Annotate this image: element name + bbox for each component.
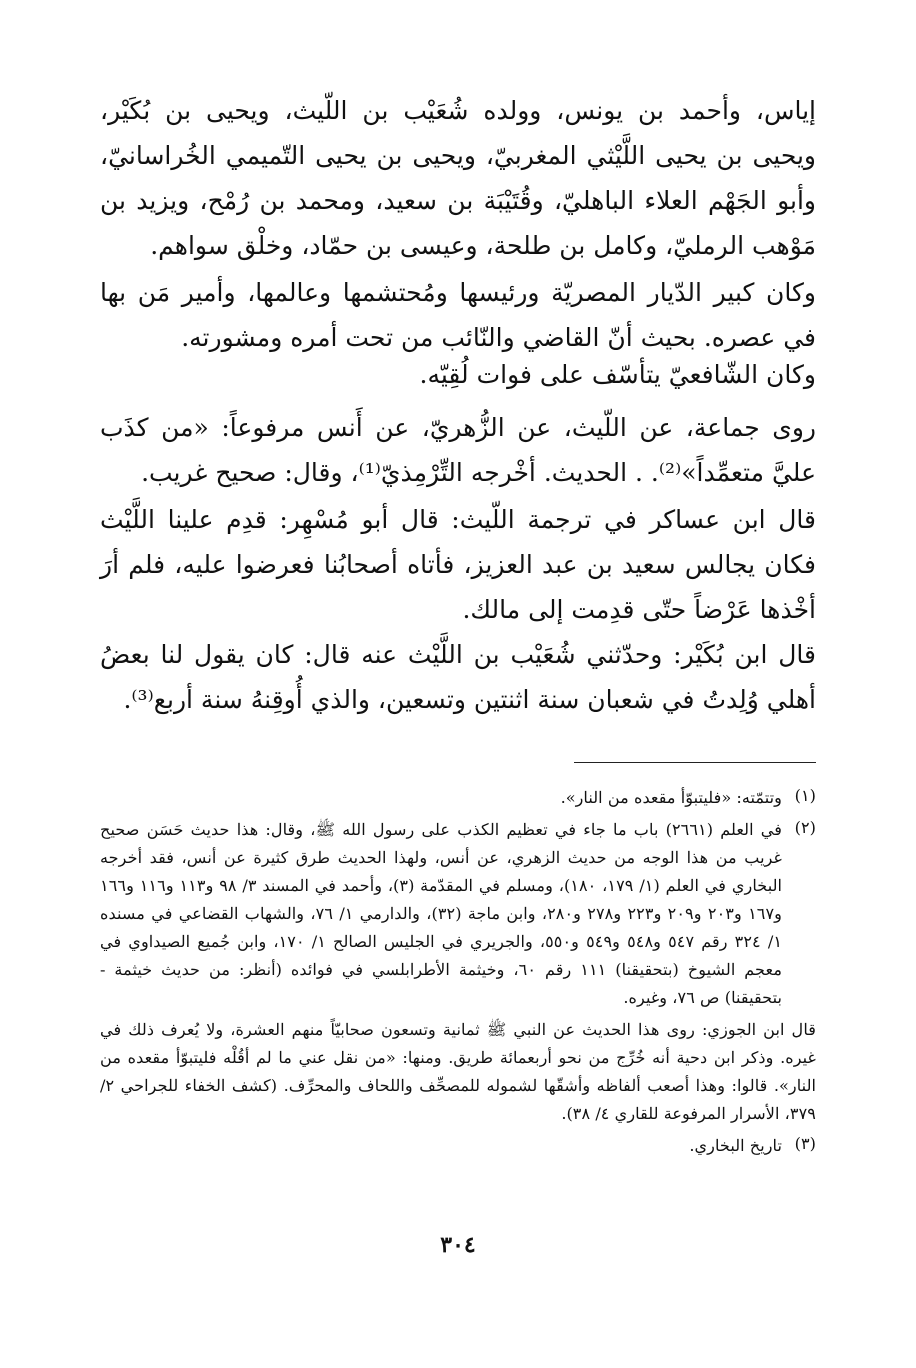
- footnote-text: وتتمّته: «فليتبوّأ مقعده من النار».: [560, 788, 782, 807]
- main-text-3: [100, 352, 816, 397]
- footnote-body: [100, 1130, 782, 1162]
- main-text-4: [100, 405, 816, 495]
- footnote-body: [100, 782, 782, 814]
- paragraph-4: روى جماعة، عن اللّيث، عن الزُّهريّ، عن أَنس مرفوعاً: «من كذَب عليَّ متعمِّداً»⁽²⁾. . الحديث. أخْرجه التِّرْمِذيّ⁽¹⁾، وقال: صحيح غريب.: [100, 413, 816, 487]
- footnote-2-continued: [100, 1014, 816, 1130]
- paragraph-5: قال ابن عساكر في ترجمة اللّيث: قال أبو مُسْهِر: قدِم علينا اللَّيْث فكان يجالس سعيد بن عبد العزيز، فأتاه أصحابُنا فعرضوا عليه، فلم أرَ أخْذها عَرْضاً حتّى قدِمت إلى مالك.: [100, 505, 816, 624]
- main-text-6: [100, 632, 816, 722]
- paragraph-3: وكان الشّافعيّ يتأسّف على فوات لُقِيّه.: [419, 360, 816, 389]
- footnote-2: [100, 814, 816, 1014]
- footnote-number: (٣): [794, 1134, 816, 1153]
- page-number: ٣٠٤: [440, 1232, 476, 1258]
- paragraph-1: إياس، وأحمد بن يونس، وولده شُعَيْب بن اللّيث، ويحيى بن بُكَيْر، ويحيى بن يحيى اللَّيْثي المغربيّ، ويحيى بن يحيى التّميمي الخُراسانيّ، وأبو الجَهْم العلاء الباهليّ، وقُتَيْبَة بن سعيد، ومحمد بن رُمْح، ويزيد بن مَوْهب الرمليّ، وكامل بن طلحة، وعيسى بن حمّاد، وخلْق سواهم.: [100, 96, 816, 260]
- main-text-5: [100, 497, 816, 632]
- footnote-3: [100, 1130, 816, 1162]
- footnote-text: في العلم (٢٦٦١) باب ما جاء في تعظيم الكذب على رسول الله ﷺ، وقال: هذا حديث حَسَن صحيح غريب من هذا الوجه من حديث الزهري، عن أنس، ولهذا الحديث طرق كثيرة عن أنس، فقد أخرجه البخاري في العلم (١/ ١٧٩، ١٨٠)، ومسلم في المقدّمة (٣)، وأحمد في المسند ٣/ ٩٨ و١١٣ و١١٦ و١٦٦ و١٦٧ و٢٠٣ و٢٠٩ و٢٢٣ و٢٧٨ و٢٨٠، وابن ماجة (٣٢)، والدارمي ١/ ٧٦، والشهاب القضاعي في مسنده ١/ ٣٢٤ رقم ٥٤٧ و٥٤٨ و٥٤٩ و٥٥٠، والجريري في الجليس الصالح ١/ ١٧٠، وابن جُميع الصيداوي في معجم الشيوخ (بتحقيقنا) ١١١ رقم ٦٠، وخيثمة الأطرابلسي في فوائده (أنظر: من حديث خيثمة - بتحقيقنا) ص ٧٦، وغيره.: [100, 820, 783, 1007]
- footnote-text: تاريخ البخاري.: [689, 1136, 782, 1155]
- footnote-1: [100, 782, 816, 814]
- paragraph-2: وكان كبير الدّيار المصريّة ورئيسها ومُحتشمها وعالمها، وأمير مَن بها في عصره. بحيث أنّ القاضي والنّائب من تحت أمره ومشورته.: [100, 278, 816, 352]
- footnote-number: (٢): [794, 818, 816, 837]
- footnotes: [100, 782, 816, 1162]
- footnote-text: قال ابن الجوزي: روى هذا الحديث عن النبي ﷺ ثمانية وتسعون صحابيّاً منهم العشرة، ولا يُعرف ذلك في غيره. وذكر ابن دحية أنه خُرِّج من نحو أربعمائة طريق. ومنها: «من نقل عني ما لم أقُلْه فليتبوّأ مقعده من النار». قالوا: وهذا أصعب ألفاظه وأشقّها لشموله للمصحِّف واللحاف والمحرِّف. (كشف الخفاء للجراحي ٢/ ٣٧٩، الأسرار المرفوعة للقاري ٤/ ٣٨).: [100, 1020, 816, 1123]
- footnote-number: (١): [794, 786, 816, 805]
- footnote-divider: [574, 762, 816, 763]
- paragraph-6: قال ابن بُكَيْر: وحدّثني شُعَيْب بن اللَّيْث عنه قال: كان يقول لنا بعضُ أهلي وُلِدتُ في شعبان سنة اثنتين وتسعين، والذي أُوقِنهُ سنة أربع⁽³⁾.: [100, 640, 816, 714]
- main-text-2: [100, 270, 816, 360]
- footnote-body: [100, 1014, 816, 1130]
- main-text: [100, 88, 816, 268]
- footnote-body: [100, 814, 782, 1014]
